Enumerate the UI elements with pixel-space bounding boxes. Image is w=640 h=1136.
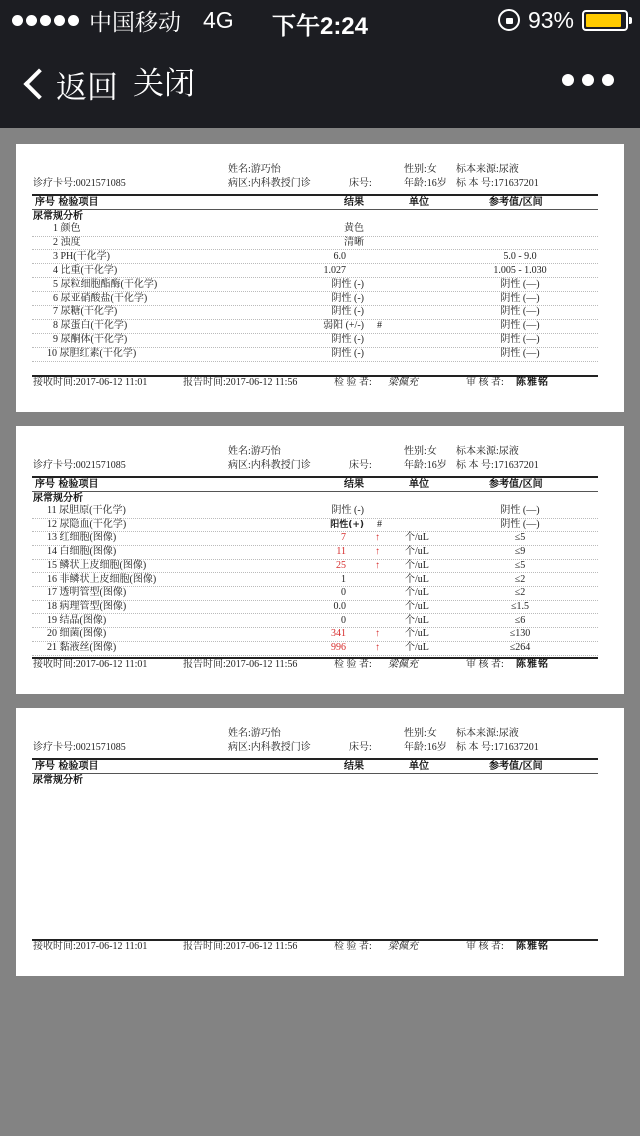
patient-sex-label: 性别:: [404, 446, 427, 457]
high-arrow-icon: ↑: [375, 628, 380, 640]
reviewer-signature: 陈雅铭: [516, 377, 549, 388]
row-divider: [32, 361, 598, 362]
result-value: 弱阳 (+/-): [323, 320, 364, 332]
result-value: 25: [336, 559, 346, 571]
reviewer-label: 审 核 者:: [466, 377, 504, 388]
reviewer-signature: 陈雅铭: [516, 941, 549, 952]
ref-value: 阴性 (—): [500, 334, 540, 346]
specimen-number-value: 171637201: [493, 178, 539, 189]
specimen-source-label: 标本来源:: [456, 164, 499, 175]
specimen-source-value: 尿液: [498, 728, 519, 739]
item-name: 1 颜色: [53, 223, 81, 234]
result-value: 1: [341, 573, 346, 585]
ward: [228, 742, 311, 754]
result-value: 清晰: [344, 236, 364, 248]
col-result: 结果: [344, 197, 364, 208]
unit-value: 个/uL: [405, 600, 429, 612]
patient-age: [404, 178, 447, 190]
tester-label: 检 验 者:: [334, 941, 372, 952]
col-seq-item: 序号 检验项目: [35, 479, 99, 490]
result-value: 阴性 (-): [331, 334, 364, 346]
specimen-number-value: 171637201: [493, 460, 539, 471]
unit-value: 个/uL: [405, 587, 429, 599]
specimen-source: [456, 728, 519, 740]
patient-sex-label: 性别:: [404, 164, 427, 175]
ward-value: 内科教授门诊: [250, 460, 311, 471]
patient-name-label: 姓名:: [228, 728, 251, 739]
specimen-source-value: 尿液: [498, 446, 519, 457]
result-value: 11: [336, 546, 346, 558]
bed-number-label: 床号:: [349, 178, 372, 189]
reviewer-label: 审 核 者:: [466, 659, 504, 670]
result-value: 阴性 (-): [331, 505, 364, 516]
ward-value: 内科教授门诊: [250, 178, 311, 189]
result-value: 0: [341, 587, 346, 599]
col-seq-item: 序号 检验项目: [35, 761, 99, 772]
specimen-number-label: 标 本 号:: [456, 460, 494, 471]
ref-value: ≤9: [514, 546, 526, 558]
rotation-lock-icon: [498, 9, 520, 31]
ref-value: ≤130: [509, 628, 531, 640]
patient-age: [404, 742, 447, 754]
report-sheet: [16, 708, 624, 976]
bed-number-label: 床号:: [349, 742, 372, 753]
status-right: [498, 6, 628, 34]
ref-value: ≤2: [514, 573, 526, 585]
report-sheet: [16, 426, 624, 694]
patient-sex-value: 女: [426, 728, 437, 739]
item-name: 16 非鳞状上皮细胞(图像): [47, 573, 157, 585]
col-unit: 单位: [409, 761, 429, 772]
back-label: 返回: [56, 69, 118, 105]
header-bottom-rule: [32, 209, 598, 210]
patient-sex: [404, 728, 437, 740]
result-value: 阴性 (-): [331, 306, 364, 318]
high-arrow-icon: ↑: [375, 532, 380, 544]
card-number-value: 0021571085: [75, 178, 126, 189]
specimen-source: [456, 446, 519, 458]
col-ref: 参考值/区间: [489, 197, 543, 208]
ward: [228, 178, 311, 190]
result-value: 996: [331, 642, 346, 653]
specimen-source: [456, 164, 519, 176]
col-unit: 单位: [409, 479, 429, 490]
patient-sex: [404, 164, 437, 176]
ward-value: 内科教授门诊: [250, 742, 311, 753]
item-name: 21 黏液丝(图像): [47, 642, 117, 653]
ref-value: 5.0 - 9.0: [503, 250, 537, 262]
patient-age-label: 年龄:: [404, 742, 427, 753]
result-value: 1.027: [323, 264, 346, 276]
bed-number: [349, 742, 372, 754]
col-result: 结果: [344, 479, 364, 490]
patient-name-value: 游巧怡: [250, 164, 281, 175]
reported-time: 报告时间:2017-06-12 11:56: [183, 941, 298, 952]
specimen-source-value: 尿液: [498, 164, 519, 175]
patient-name: [228, 164, 281, 176]
unit-value: 个/uL: [405, 628, 429, 640]
patient-name: [228, 728, 281, 740]
patient-name: [228, 446, 281, 458]
specimen-number-label: 标 本 号:: [456, 742, 494, 753]
carrier-label: 中国移动: [89, 8, 181, 35]
patient-sex-value: 女: [426, 164, 437, 175]
specimen-number-label: 标 本 号:: [456, 178, 494, 189]
specimen-number: [456, 742, 539, 754]
col-ref: 参考值/区间: [489, 479, 543, 490]
tester-signature: 梁佩充: [388, 659, 418, 670]
item-name: 11 尿胆原(干化学): [47, 505, 126, 516]
received-time: 接收时间:2017-06-12 11:01: [33, 659, 148, 670]
patient-name-label: 姓名:: [228, 164, 251, 175]
reviewer-signature: 陈雅铭: [516, 659, 549, 670]
reviewer-label: 审 核 者:: [466, 941, 504, 952]
ref-value: 阴性 (—): [500, 306, 540, 318]
result-value: 0.0: [333, 600, 346, 612]
ref-value: 阴性 (—): [500, 292, 540, 304]
ward-label: 病区:: [228, 460, 251, 471]
result-value: 阴性 (-): [331, 292, 364, 304]
status-time: 下午2:24: [271, 13, 369, 40]
col-result: 结果: [344, 761, 364, 772]
patient-age-value: 16岁: [426, 742, 447, 753]
ref-value: 阴性 (—): [500, 348, 540, 360]
high-arrow-icon: ↑: [375, 546, 380, 558]
result-value: 阴性 (-): [331, 278, 364, 290]
patient-age-value: 16岁: [426, 460, 447, 471]
ref-value: ≤5: [514, 559, 526, 571]
close-button[interactable]: 关闭: [133, 66, 195, 101]
bed-number-label: 床号:: [349, 460, 372, 471]
item-name: 13 红细胞(图像): [47, 532, 117, 544]
status-bar: [0, 0, 640, 40]
chevron-left-icon: [23, 68, 54, 99]
header-top-rule: [32, 476, 598, 478]
patient-age: [404, 460, 447, 472]
bed-number: [349, 460, 372, 472]
unit-value: 个/uL: [405, 559, 429, 571]
specimen-source-label: 标本来源:: [456, 728, 499, 739]
battery-percent: 93%: [527, 6, 574, 33]
col-unit: 单位: [409, 197, 429, 208]
ref-value: ≤6: [514, 614, 526, 626]
ward-label: 病区:: [228, 178, 251, 189]
received-time: 接收时间:2017-06-12 11:01: [33, 941, 148, 952]
result-value: 阴性 (-): [331, 348, 364, 360]
card-number: [33, 742, 126, 754]
header-top-rule: [32, 194, 598, 196]
item-name: 12 尿隐血(干化学): [47, 518, 127, 530]
tester-label: 检 验 者:: [334, 659, 372, 670]
patient-name-value: 游巧怡: [250, 446, 281, 457]
bed-number: [349, 178, 372, 190]
item-name: 3 PH(干化学): [53, 250, 110, 262]
flag-mark: #: [377, 320, 382, 332]
card-number: [33, 178, 126, 190]
reported-time: 报告时间:2017-06-12 11:56: [183, 377, 298, 388]
high-arrow-icon: ↑: [375, 559, 380, 571]
high-arrow-icon: ↑: [375, 642, 380, 653]
item-name: 2 浊度: [53, 236, 81, 248]
patient-sex-value: 女: [426, 446, 437, 457]
card-number: [33, 460, 126, 472]
item-name: 14 白细胞(图像): [47, 546, 117, 558]
card-number-label: 诊疗卡号:: [33, 460, 76, 471]
unit-value: 个/uL: [405, 573, 429, 585]
item-name: 10 尿胆红素(干化学): [47, 348, 137, 360]
ref-value: ≤264: [509, 642, 531, 653]
result-value: 341: [331, 628, 346, 640]
section-title: 尿常规分析: [33, 493, 83, 504]
section-title: 尿常规分析: [33, 211, 83, 222]
ref-value: 阴性 (—): [500, 278, 540, 290]
network-label: 4G: [203, 6, 234, 33]
card-number-label: 诊疗卡号:: [33, 178, 76, 189]
card-number-value: 0021571085: [75, 742, 126, 753]
result-value: 黄色: [344, 223, 364, 234]
specimen-number: [456, 178, 539, 190]
header-bottom-rule: [32, 491, 598, 492]
item-name: 7 尿糖(干化学): [53, 306, 118, 318]
result-value: 7: [341, 532, 346, 544]
item-name: 15 鳞状上皮细胞(图像): [47, 559, 147, 571]
ref-value: ≤2: [514, 587, 526, 599]
row-divider: [32, 655, 598, 656]
more-dots-icon[interactable]: [562, 74, 614, 86]
ref-value: ≤5: [514, 532, 526, 544]
patient-name-label: 姓名:: [228, 446, 251, 457]
patient-sex-label: 性别:: [404, 728, 427, 739]
result-value: 阳性(+): [330, 519, 364, 530]
item-name: 4 比重(干化学): [53, 264, 118, 276]
result-value: 6.0: [333, 250, 346, 262]
patient-age-label: 年龄:: [404, 460, 427, 471]
reported-time: 报告时间:2017-06-12 11:56: [183, 659, 298, 670]
item-name: 20 细菌(图像): [47, 628, 107, 640]
item-name: 18 病理管型(图像): [47, 600, 127, 612]
col-seq-item: 序号 检验项目: [35, 197, 99, 208]
item-name: 17 透明管型(图像): [47, 587, 127, 599]
nav-bar: [0, 40, 640, 128]
ward: [228, 460, 311, 472]
item-name: 8 尿蛋白(干化学): [53, 320, 128, 332]
patient-sex: [404, 446, 437, 458]
unit-value: 个/uL: [405, 532, 429, 544]
ref-value: 阴性 (—): [500, 505, 540, 516]
report-sheet: [16, 144, 624, 412]
battery-icon: [582, 10, 628, 31]
tester-signature: 梁佩充: [388, 941, 418, 952]
section-title: 尿常规分析: [33, 775, 83, 786]
item-name: 6 尿亚硝酸盐(干化学): [53, 292, 148, 304]
patient-age-label: 年龄:: [404, 178, 427, 189]
unit-value: 个/uL: [405, 546, 429, 558]
patient-age-value: 16岁: [426, 178, 447, 189]
ref-value: 阴性 (—): [500, 320, 540, 332]
result-value: 0: [341, 614, 346, 626]
item-name: 9 尿酮体(干化学): [53, 334, 128, 346]
ward-label: 病区:: [228, 742, 251, 753]
item-name: 5 尿粒细胞酯酶(干化学): [53, 278, 158, 290]
unit-value: 个/uL: [405, 614, 429, 626]
received-time: 接收时间:2017-06-12 11:01: [33, 377, 148, 388]
card-number-label: 诊疗卡号:: [33, 742, 76, 753]
ref-value: ≤1.5: [511, 600, 529, 612]
specimen-source-label: 标本来源:: [456, 446, 499, 457]
ref-value: 阴性 (—): [500, 518, 540, 530]
header-top-rule: [32, 758, 598, 760]
tester-label: 检 验 者:: [334, 377, 372, 388]
card-number-value: 0021571085: [75, 460, 126, 471]
item-name: 19 结晶(图像): [47, 614, 107, 626]
col-ref: 参考值/区间: [489, 761, 543, 772]
flag-mark: #: [377, 518, 382, 530]
back-button[interactable]: [20, 64, 118, 104]
specimen-number-value: 171637201: [493, 742, 539, 753]
ref-value: 1.005 - 1.030: [493, 264, 547, 276]
unit-value: 个/uL: [405, 642, 429, 653]
patient-name-value: 游巧怡: [250, 728, 281, 739]
tester-signature: 梁佩充: [388, 377, 418, 388]
specimen-number: [456, 460, 539, 472]
header-bottom-rule: [32, 773, 598, 774]
